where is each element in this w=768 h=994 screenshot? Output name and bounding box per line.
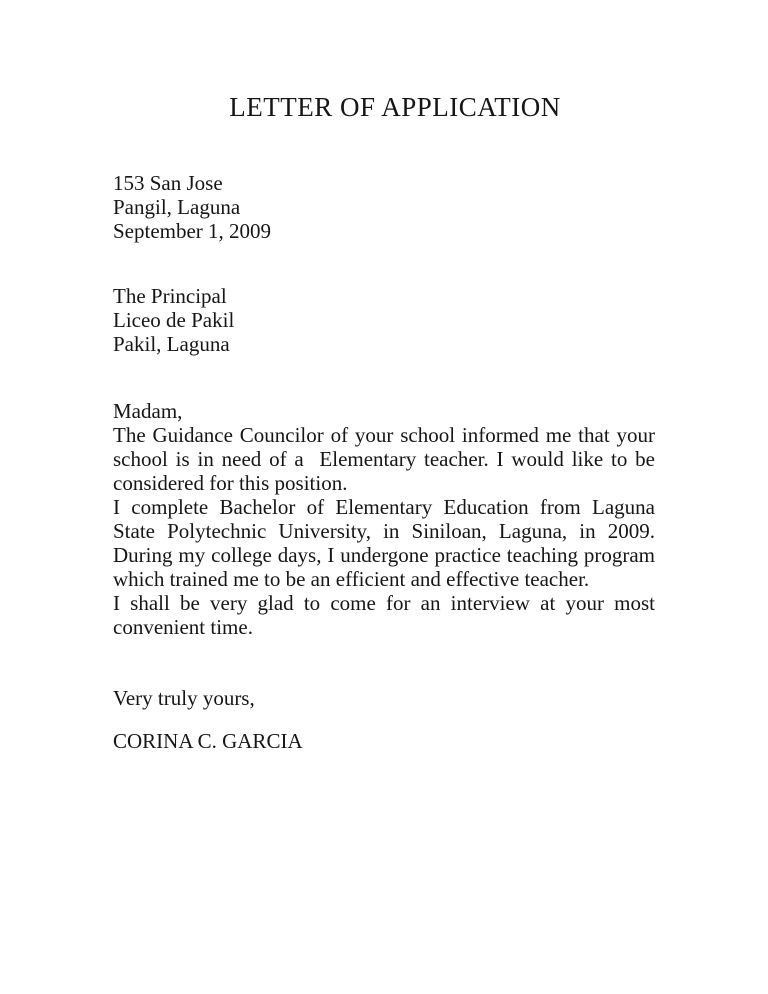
complimentary-closing: Very truly yours, <box>113 686 255 710</box>
recipient-address-block <box>113 284 655 356</box>
sender-street: 153 San Jose <box>113 171 223 195</box>
letter-title: LETTER OF APPLICATION <box>229 92 561 122</box>
recipient-city: Pakil, Laguna <box>113 332 230 356</box>
letter-date: September 1, 2009 <box>113 219 272 243</box>
sender-address-block <box>113 171 655 243</box>
sender-city: Pangil, Laguna <box>113 195 241 219</box>
paragraph-qualifications: I complete Bachelor of Elementary Education from Laguna State Polytechnic University, in Siniloan, Laguna, in 2009. During my college days, I undergone practice teaching program which trained me to be an efficient and effective teacher. <box>113 495 661 591</box>
signature-name: CORINA C. GARCIA <box>113 729 303 753</box>
salutation: Madam, <box>113 399 183 423</box>
paragraph-introduction: The Guidance Councilor of your school informed me that your school is in need of a Elementary teacher. I would like to be considered for this position. <box>113 423 661 495</box>
recipient-school: Liceo de Pakil <box>113 308 235 332</box>
letter-body <box>113 0 661 753</box>
recipient-title: The Principal <box>113 284 227 308</box>
paragraph-interview-request: I shall be very glad to come for an interview at your most convenient time. <box>113 591 661 639</box>
